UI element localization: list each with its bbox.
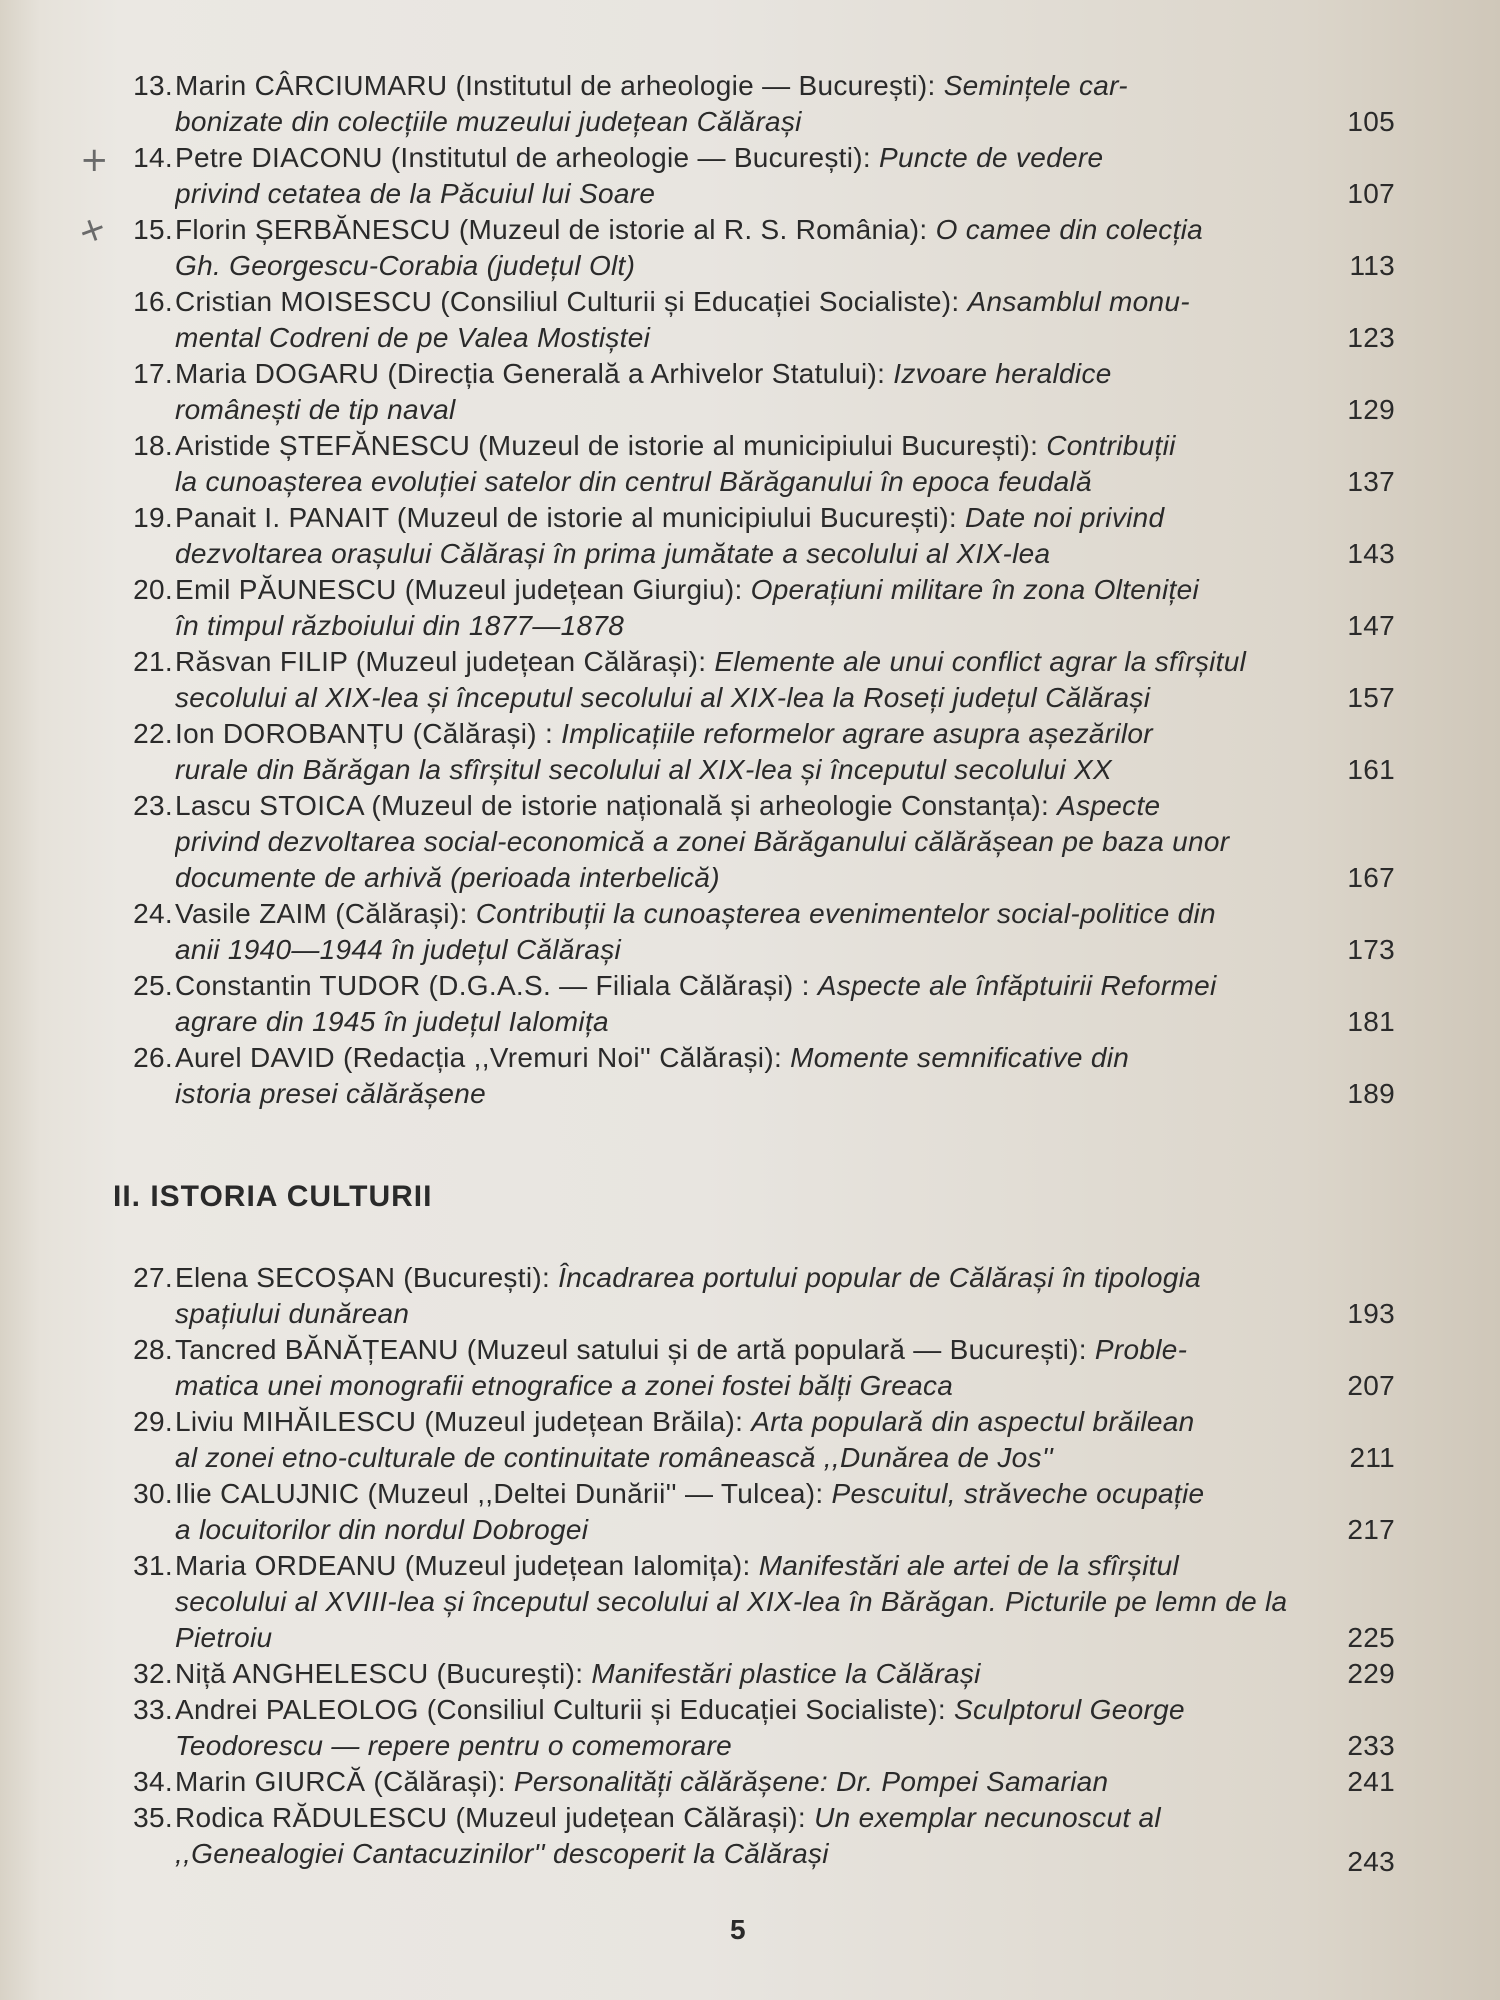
- article-title: Elemente ale unui conflict agrar la sfîrșitul: [714, 646, 1247, 677]
- author-affiliation: Tancred BĂNĂȚEANU (Muzeul satului și de artă populară — București):: [175, 1334, 1095, 1365]
- entry-line: [175, 1512, 1335, 1548]
- entry-number: 26.: [133, 1042, 173, 1073]
- entry-number: 19.: [133, 502, 173, 533]
- author-affiliation: Aurel DAVID (Redacția ,,Vremuri Noi'' Călărași):: [175, 1042, 791, 1073]
- entry-number: 31.: [133, 1550, 173, 1581]
- article-title: secolului al XVIII-lea și începutul secolului al XIX-lea în Bărăgan. Picturile pe lemn de la: [175, 1586, 1288, 1617]
- page-ref: 217: [1347, 1514, 1395, 1545]
- entry-line: [175, 1260, 1335, 1296]
- entry-line: [175, 176, 1335, 212]
- entry-line: [175, 500, 1335, 536]
- page-ref: 225: [1347, 1622, 1395, 1653]
- entry-line: [175, 392, 1335, 428]
- article-title: Gh. Georgescu-Corabia (județul Olt): [175, 250, 636, 281]
- entry-text: [175, 1404, 1335, 1476]
- entry-line: [175, 1800, 1335, 1836]
- entry-text: [175, 1656, 1335, 1692]
- article-title: mental Codreni de pe Valea Mostiștei: [175, 322, 651, 353]
- author-affiliation: Marin GIURCĂ (Călărași):: [175, 1766, 514, 1797]
- handwritten-plus-mark: +: [72, 206, 113, 254]
- entry-number: 32.: [133, 1658, 173, 1689]
- article-title: Sculptorul George: [954, 1694, 1185, 1725]
- entry-text: [175, 716, 1335, 788]
- entry-text: [175, 1332, 1335, 1404]
- entry-number: 23.: [133, 790, 173, 821]
- page-ref: 129: [1347, 394, 1395, 425]
- entry-text: [175, 788, 1335, 896]
- entry-line: [175, 464, 1335, 500]
- article-title: documente de arhivă (perioada interbelică): [175, 862, 720, 893]
- article-title: a locuitorilor din nordul Dobrogei: [175, 1514, 589, 1545]
- entry-line: [175, 356, 1335, 392]
- page-ref: 161: [1347, 754, 1395, 785]
- entry-number: 33.: [133, 1694, 173, 1725]
- entry-line: [175, 1076, 1335, 1112]
- article-title: Arta populară din aspectul brăilean: [751, 1406, 1195, 1437]
- entry-number: 35.: [133, 1802, 173, 1833]
- entry-line: [175, 320, 1335, 356]
- article-title: ,,Genealogiei Cantacuzinilor'' descoperit la Călărași: [175, 1838, 829, 1869]
- entry-line: [175, 1836, 1335, 1872]
- entry-text: [175, 968, 1335, 1040]
- article-title: Date noi privind: [965, 502, 1165, 533]
- author-affiliation: Vasile ZAIM (Călărași):: [175, 898, 476, 929]
- entry-number: 34.: [133, 1766, 173, 1797]
- article-title: Manifestări plastice la Călărași: [591, 1658, 981, 1689]
- entry-text: [175, 896, 1335, 968]
- author-affiliation: Rodica RĂDULESCU (Muzeul județean Călărași):: [175, 1802, 815, 1833]
- author-affiliation: Andrei PALEOLOG (Consiliul Culturii și Educației Socialiste):: [175, 1694, 955, 1725]
- entry-text: [175, 428, 1335, 500]
- entry-line: [175, 1040, 1335, 1076]
- article-title: matica unei monografii etnografice a zonei fostei bălți Greaca: [175, 1370, 954, 1401]
- article-title: secolului al XIX-lea și începutul secolului al XIX-lea la Roseți județul Călărași: [175, 682, 1151, 713]
- author-affiliation: Emil PĂUNESCU (Muzeul județean Giurgiu):: [175, 574, 751, 605]
- entry-line: [175, 1004, 1335, 1040]
- entry-line: [175, 716, 1335, 752]
- entry-line: [175, 932, 1335, 968]
- entry-number: 27.: [133, 1262, 173, 1293]
- article-title: Ansamblul monu-: [967, 286, 1190, 317]
- author-affiliation: Maria ORDEANU (Muzeul județean Ialomița):: [175, 1550, 759, 1581]
- entry-line: [175, 896, 1335, 932]
- entry-text: [175, 68, 1335, 140]
- author-affiliation: Elena SECOȘAN (București):: [175, 1262, 559, 1293]
- article-title: anii 1940—1944 în județul Călărași: [175, 934, 622, 965]
- article-title: Puncte de vedere: [879, 142, 1104, 173]
- author-affiliation: Liviu MIHĂILESCU (Muzeul județean Brăila):: [175, 1406, 752, 1437]
- entry-line: [175, 1368, 1335, 1404]
- author-affiliation: Niță ANGHELESCU (București):: [175, 1658, 592, 1689]
- entry-text: [175, 1764, 1335, 1800]
- entry-text: [175, 1692, 1335, 1764]
- entry-line: [175, 572, 1335, 608]
- author-affiliation: Petre DIACONU (Institutul de arheologie — București):: [175, 142, 880, 173]
- article-title: al zonei etno-culturale de continuitate românească ,,Dunărea de Jos'': [175, 1442, 1054, 1473]
- entry-number: 14.: [133, 142, 173, 173]
- article-title: Proble-: [1094, 1334, 1188, 1365]
- article-title: dezvoltarea orașului Călărași în prima jumătate a secolului al XIX-lea: [175, 538, 1051, 569]
- article-title: Manifestări ale artei de la sfîrșitul: [758, 1550, 1180, 1581]
- entry-line: [175, 824, 1335, 860]
- article-title: Încadrarea portului popular de Călărași în tipologia: [558, 1262, 1202, 1293]
- entry-text: [175, 1548, 1335, 1656]
- entry-number: 24.: [133, 898, 173, 929]
- article-title: Momente semnificative din: [790, 1042, 1130, 1073]
- entry-line: [175, 860, 1335, 896]
- page-ref: 143: [1347, 538, 1395, 569]
- entry-text: [175, 572, 1335, 644]
- entry-line: [175, 212, 1335, 248]
- article-title: istoria presei călărășene: [175, 1078, 486, 1109]
- page-ref: 173: [1347, 934, 1395, 965]
- entry-number: 16.: [133, 286, 173, 317]
- entry-line: [175, 104, 1335, 140]
- author-affiliation: Ilie CALUJNIC (Muzeul ,,Deltei Dunării'' — Tulcea):: [175, 1478, 832, 1509]
- entry-line: [175, 788, 1335, 824]
- article-title: Semințele car-: [943, 70, 1128, 101]
- author-affiliation: Aristide ȘTEFĂNESCU (Muzeul de istorie al municipiului București):: [175, 430, 1047, 461]
- article-title: Pescuitul, străveche ocupație: [831, 1478, 1205, 1509]
- article-title: Teodorescu — repere pentru o comemorare: [175, 1730, 732, 1761]
- entry-line: [175, 1620, 1335, 1656]
- entry-line: [175, 536, 1335, 572]
- entry-line: [175, 752, 1335, 788]
- entry-line: [175, 1476, 1335, 1512]
- entry-text: [175, 356, 1335, 428]
- article-title: privind dezvoltarea social-economică a zonei Bărăganului călărășean pe baza unor: [175, 826, 1230, 857]
- entry-number: 25.: [133, 970, 173, 1001]
- page-ref: 189: [1347, 1078, 1395, 1109]
- article-title: privind cetatea de la Păcuiul lui Soare: [175, 178, 656, 209]
- entry-line: [175, 968, 1335, 1004]
- entry-text: [175, 1800, 1335, 1872]
- article-title: rurale din Bărăgan la sfîrșitul secolului al XIX-lea și începutul secolului XX: [175, 754, 1112, 785]
- entry-number: 29.: [133, 1406, 173, 1437]
- article-title: bonizate din colecțiile muzeului județean Călărași: [175, 106, 802, 137]
- entry-line: [175, 1332, 1335, 1368]
- entry-number: 18.: [133, 430, 173, 461]
- article-title: Personalități călărășene: Dr. Pompei Samarian: [513, 1766, 1109, 1797]
- entry-line: [175, 248, 1335, 284]
- entry-number: 15.: [133, 214, 173, 245]
- article-title: Izvoare heraldice: [893, 358, 1112, 389]
- entry-number: 13.: [133, 70, 173, 101]
- author-affiliation: Ion DOROBANȚU (Călărași) :: [175, 718, 562, 749]
- author-affiliation: Constantin TUDOR (D.G.A.S. — Filiala Călărași) :: [175, 970, 818, 1001]
- article-title: la cunoașterea evoluției satelor din centrul Bărăganului în epoca feudală: [175, 466, 1092, 497]
- entry-line: [175, 1548, 1335, 1584]
- entry-line: [175, 68, 1335, 104]
- article-title: agrare din 1945 în județul Ialomița: [175, 1006, 609, 1037]
- author-affiliation: Marin CÂRCIUMARU (Institutul de arheologie — București):: [175, 70, 944, 101]
- article-title: spațiului dunărean: [175, 1298, 410, 1329]
- handwritten-plus-mark: +: [80, 140, 109, 180]
- page-ref: 211: [1349, 1442, 1395, 1473]
- author-affiliation: Panait I. PANAIT (Muzeul de istorie al municipiului București):: [175, 502, 966, 533]
- article-title: Aspecte: [1057, 790, 1161, 821]
- entry-text: [175, 1040, 1335, 1112]
- article-title: O camee din colecția: [935, 214, 1204, 245]
- entry-text: [175, 1476, 1335, 1548]
- article-title: Operațiuni militare în zona Olteniței: [750, 574, 1200, 605]
- entry-text: [175, 644, 1335, 716]
- entry-number: 30.: [133, 1478, 173, 1509]
- entry-number: 28.: [133, 1334, 173, 1365]
- entry-number: 17.: [133, 358, 173, 389]
- author-affiliation: Maria DOGARU (Direcția Generală a Arhivelor Statului):: [175, 358, 894, 389]
- entry-line: [175, 1656, 1335, 1692]
- entry-line: [175, 284, 1335, 320]
- page-ref: 229: [1347, 1658, 1395, 1689]
- page-ref: 241: [1347, 1766, 1395, 1797]
- article-title: Pietroiu: [175, 1622, 273, 1653]
- entry-line: [175, 1440, 1335, 1476]
- page-ref: 181: [1347, 1006, 1395, 1037]
- entry-number: 20.: [133, 574, 173, 605]
- page-ref: 137: [1347, 466, 1395, 497]
- entry-number: 22.: [133, 718, 173, 749]
- page-ref: 233: [1347, 1730, 1395, 1761]
- article-title: Implicațiile reformelor agrare asupra așezărilor: [561, 718, 1153, 749]
- entry-line: [175, 1404, 1335, 1440]
- entry-line: [175, 1728, 1335, 1764]
- article-title: românești de tip naval: [175, 394, 456, 425]
- entry-line: [175, 1296, 1335, 1332]
- entry-text: [175, 284, 1335, 356]
- page-ref: 147: [1347, 610, 1395, 641]
- entry-line: [175, 428, 1335, 464]
- page-ref: 105: [1347, 106, 1395, 137]
- entry-line: [175, 680, 1335, 716]
- entry-text: [175, 212, 1335, 284]
- page-ref: 243: [1347, 1846, 1395, 1877]
- page-ref: 157: [1347, 682, 1395, 713]
- page-ref: 207: [1347, 1370, 1395, 1401]
- entry-line: [175, 140, 1335, 176]
- article-title: Contribuții la cunoașterea evenimentelor social-politice din: [475, 898, 1216, 929]
- author-affiliation: Răsvan FILIP (Muzeul județean Călărași):: [175, 646, 715, 677]
- page-ref: 123: [1347, 322, 1395, 353]
- author-affiliation: Lascu STOICA (Muzeul de istorie națională și arheologie Constanța):: [175, 790, 1058, 821]
- entry-line: [175, 1692, 1335, 1728]
- entry-line: [175, 608, 1335, 644]
- entry-line: [175, 1764, 1335, 1800]
- page-ref: 167: [1347, 862, 1395, 893]
- entry-line: [175, 1584, 1335, 1620]
- entry-text: [175, 500, 1335, 572]
- author-affiliation: Cristian MOISESCU (Consiliul Culturii și Educației Socialiste):: [175, 286, 968, 317]
- article-title: Un exemplar necunoscut al: [814, 1802, 1161, 1833]
- section-heading: II. ISTORIA CULTURII: [113, 1180, 433, 1213]
- page-ref: 193: [1347, 1298, 1395, 1329]
- article-title: Aspecte ale înfăptuirii Reformei: [817, 970, 1217, 1001]
- page-number: 5: [730, 1914, 746, 1945]
- entry-text: [175, 1260, 1335, 1332]
- article-title: în timpul războiului din 1877—1878: [175, 610, 625, 641]
- page-ref: 113: [1349, 250, 1395, 281]
- article-title: Contribuții: [1046, 430, 1176, 461]
- entry-number: 21.: [133, 646, 173, 677]
- entry-text: [175, 140, 1335, 212]
- page-ref: 107: [1347, 178, 1395, 209]
- author-affiliation: Florin ȘERBĂNESCU (Muzeul de istorie al R. S. România):: [175, 214, 936, 245]
- entry-line: [175, 644, 1335, 680]
